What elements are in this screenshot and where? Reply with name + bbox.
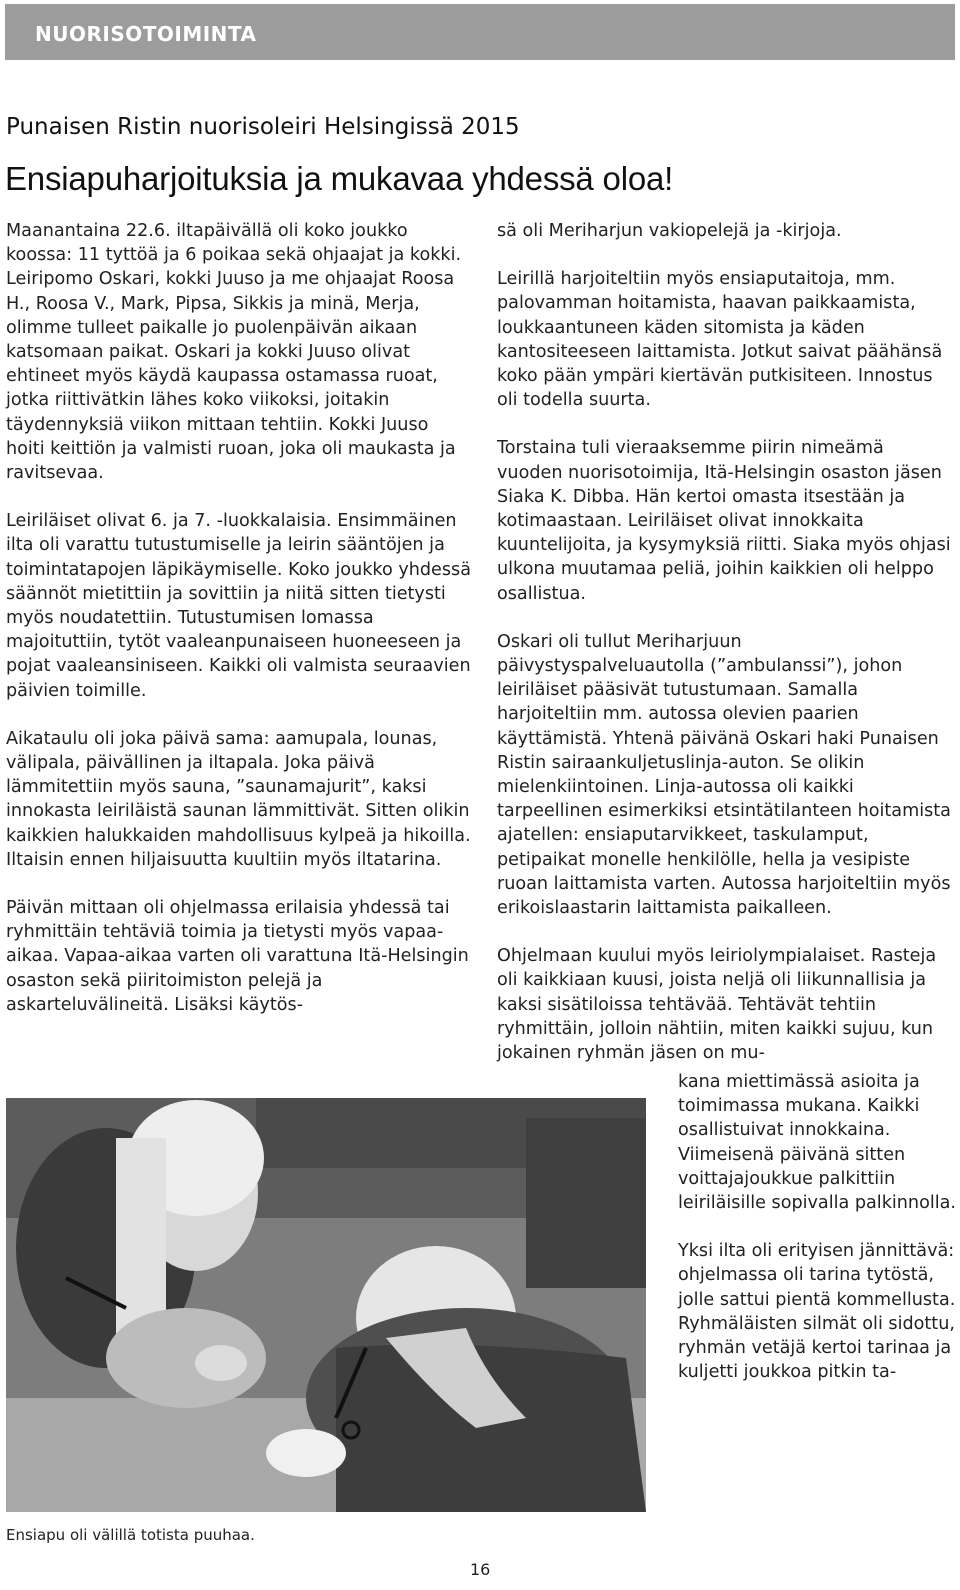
right-column-continued <box>678 1070 958 1408</box>
section-header-bar <box>5 4 955 60</box>
paragraph: sä oli Meriharjun vakiopelejä ja -kirjoja. <box>497 221 842 241</box>
left-column <box>6 219 471 1041</box>
section-label: NUORISOTOIMINTA <box>35 22 257 46</box>
photo-caption: Ensiapu oli välillä totista puuhaa. <box>6 1526 255 1544</box>
paragraph: Aikataulu oli joka päivä sama: aamupala, lounas, välipala, päivällinen ja iltapala. Joka päivä lämmitettiin myös sauna, ”saunamajurit”, kaksi innokasta leiriläistä saunan lämmittivät. Sitten olikin kaikkien halukkaiden mahdollisuus kylpeä ja hikoilla. Iltaisin ennen hiljaisuutta kuultiin myös iltatarina. <box>6 728 471 870</box>
paragraph: Torstaina tuli vieraaksemme piirin nimeämä vuoden nuorisotoimija, Itä-Helsingin osaston jäsen Siaka K. Dibba. Hän kertoi omasta itsestään ja kotimaastaan. Leiriläiset olivat innokkaita kuuntelijoita, ja kysymyksiä riitti. Siaka myös ohjasi ulkona muutamaa peliä, joihin kaikkien oli helppo osallistua. <box>497 438 951 604</box>
paragraph: Yksi ilta oli erityisen jännittävä: ohjelmassa oli tarina tytöstä, jolle sattui pientä kommellusta. Ryhmäläisten silmät oli sidottu, ryhmän vetäjä kertoi tarinaa ja kuljetti joukkoa pitkin ta- <box>678 1241 956 1383</box>
article-photo <box>6 1098 646 1512</box>
photo-girls-practicing-first-aid <box>6 1098 646 1512</box>
article-kicker: Punaisen Ristin nuorisoleiri Helsingissä 2015 <box>6 114 520 140</box>
paragraph: Leirillä harjoiteltiin myös ensiaputaitoja, mm. palovamman hoitamista, haavan paikkaamista, loukkaantuneen käden sitomista ja käden kantositeeseen laittamista. Jotkut saivat päähänsä koko pään ympäri kiertävän putkisiteen. Innostus oli todella suurta. <box>497 269 943 411</box>
paragraph: Leiriläiset olivat 6. ja 7. -luokkalaisia. Ensimmäinen ilta oli varattu tutustumiselle ja leirin sääntöjen ja toimintatapojen läpikäymiselle. Koko joukko yhdessä säännöt mietittiin ja sovittiin ja niitä sitten tietysti myös noudatettiin. Tutustumisen lomassa majoituttiin, tytöt vaaleanpunaiseen huoneeseen ja pojat vaaleansiniseen. Kaikki oli valmista seuraavien päivien toimille. <box>6 511 471 701</box>
right-column <box>497 219 952 1089</box>
paragraph: Ohjelmaan kuului myös leiriolympialaiset. Rasteja oli kaikkiaan kuusi, joista neljä oli liikunnallisia ja kaksi sisätiloissa tehtävää. Tehtävät tehtiin ryhmittäin, jolloin nähtiin, miten kaikki sujuu, kun jokainen ryhmän jäsen on mu- <box>497 946 937 1064</box>
paragraph: Päivän mittaan oli ohjelmassa erilaisia yhdessä tai ryhmittäin tehtäviä toimia ja tietysti myös vapaa-aikaa. Vapaa-aikaa varten oli varattuna Itä-Helsingin osaston sekä piiritoimiston pelejä ja askarteluvälineitä. Lisäksi käytös- <box>6 898 469 1015</box>
page-number: 16 <box>470 1560 491 1579</box>
paragraph: Oskari oli tullut Meriharjuun päivystyspalveluautolla (”ambulanssi”), johon leiriläiset pääsivät tutustumaan. Samalla harjoiteltiin mm. autossa olevien paarien käyttämistä. Yhtenä päivänä Oskari haki Punaisen Ristin sairaankuljetuslinja-auton. Se olikin mielenkiintoinen. Linja-autossa oli kaikki tarpeellinen esimerkiksi etsintätilanteen hoitamista ajatellen: ensiaputarvikkeet, taskulamput, petipaikat monelle henkilölle, hella ja vesipiste ruoan laittamista varten. Autossa harjoiteltiin myös erikoislaastarin laittamista paikalleen. <box>497 631 951 919</box>
paragraph: kana miettimässä asioita ja toimimassa mukana. Kaikki osallistuivat innokkaina. Viimeisenä päivänä sitten voittajajoukkue palkittiin leiriläisille sopivalla palkinnolla. <box>678 1072 956 1214</box>
paragraph: Maanantaina 22.6. iltapäivällä oli koko joukko koossa: 11 tyttöä ja 6 poikaa sekä ohjaajat ja kokki. Leiripomo Oskari, kokki Juuso ja me ohjaajat Roosa H., Roosa V., Mark, Pipsa, Sikkis ja minä, Merja, olimme tulleet paikalle jo puolenpäivän aikaan katsomaan paikat. Oskari ja kokki Juuso olivat ehtineet myös käydä kaupassa ostamassa ruoat, jotka riittivätkin lähes koko viikoksi, joitakin täydennyksiä viikon mittaan tehtiin. Kokki Juuso hoiti keittiön ja valmisti ruoan, joka oli maukasta ja ravitsevaa. <box>6 221 462 484</box>
article-title: Ensiapuharjoituksia ja mukavaa yhdessä oloa! <box>5 160 674 197</box>
